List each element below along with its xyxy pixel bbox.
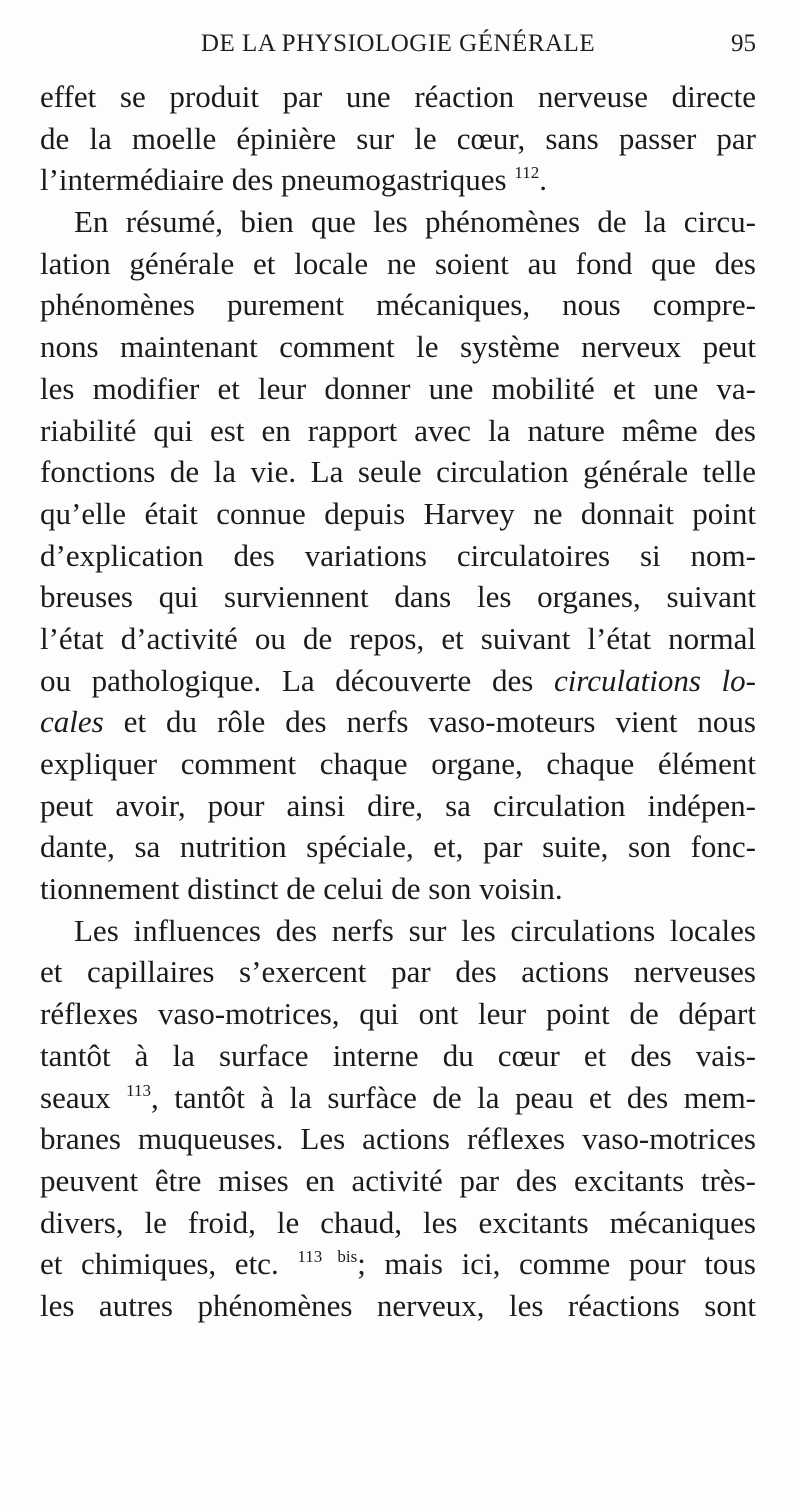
- text-line: fonctions de la vie. La seule circulation générale telle: [40, 454, 756, 490]
- text-line: [40, 1243, 756, 1285]
- text-line: nons maintenant comment le système nerveux peut: [40, 329, 756, 365]
- text-line: [40, 1077, 756, 1119]
- text-line: d’explication des variations circulatoires si nom-: [40, 537, 756, 573]
- italic-term: cales: [40, 704, 104, 740]
- text-fragment: l’intermédiaire des pneumogastriques: [40, 162, 507, 198]
- text-line: breuses qui surviennent dans les organes, suivant: [40, 579, 756, 615]
- page-number: 95: [731, 30, 756, 57]
- text-line: [40, 660, 756, 702]
- text-line: effet se produit par une réaction nerveuse directe: [40, 79, 756, 114]
- text-line: Les influences des nerfs sur les circulations locales: [74, 912, 756, 948]
- text-line: les modifier et leur donner une mobilité et une va-: [40, 370, 756, 406]
- text-line: tionnement distinct de celui de son voisin.: [40, 871, 563, 907]
- paragraph-2: [40, 201, 756, 910]
- text-fragment: ou pathologique. La découverte des: [40, 662, 554, 698]
- paragraph-3: [40, 910, 756, 1327]
- text-fragment: et du rôle des nerfs vaso-moteurs vient nous: [103, 704, 756, 740]
- text-line: branes muqueuses. Les actions réflexes vaso-motrices: [40, 1121, 756, 1157]
- text-line: peuvent être mises en activité par des excitants très-: [40, 1162, 756, 1198]
- text-line: dante, sa nutrition spéciale, et, par suite, son fonc-: [40, 829, 756, 865]
- text-fragment: seaux: [40, 1079, 111, 1115]
- footnote-ref: 113: [126, 1080, 151, 1100]
- text-line: qu’elle était connue depuis Harvey ne donnait point: [40, 495, 756, 531]
- footnote-ref: 112: [514, 163, 540, 183]
- text-line: [40, 159, 756, 201]
- text-line: lation générale et locale ne soient au fond que des: [40, 245, 756, 281]
- text-line: divers, le froid, le chaud, les excitants mécaniques: [40, 1204, 756, 1240]
- body-text: [40, 76, 756, 1327]
- text-line: l’état d’activité ou de repos, et suivant l’état normal: [40, 620, 756, 656]
- footnote-ref: 113 bis: [297, 1247, 358, 1267]
- page-header: [40, 30, 756, 66]
- text-line: les autres phénomènes nerveux, les réactions sont: [40, 1287, 756, 1323]
- text-line: riabilité qui est en rapport avec la nature même des: [40, 412, 756, 448]
- text-fragment: et chimiques, etc.: [40, 1246, 279, 1282]
- text-fragment: , tantôt à la surfàce de la peau et des mem-: [150, 1079, 757, 1115]
- text-fragment: .: [539, 162, 547, 198]
- text-line: réflexes vaso-motrices, qui ont leur point de départ: [40, 996, 756, 1032]
- text-line: En résumé, bien que les phénomènes de la circu-: [74, 204, 756, 240]
- running-title: DE LA PHYSIOLOGIE GÉNÉRALE: [200, 30, 596, 57]
- text-fragment: ; mais ici, comme pour tous: [357, 1246, 756, 1282]
- italic-term: circulations lo-: [553, 662, 756, 698]
- text-line: de la moelle épinière sur le cœur, sans passer par: [40, 120, 756, 156]
- text-line: phénomènes purement mécaniques, nous compre-: [40, 287, 756, 323]
- text-line: et capillaires s’exercent par des actions nerveuses: [40, 954, 756, 990]
- text-line: [40, 701, 756, 743]
- paragraph-1: [40, 76, 756, 201]
- text-line: expliquer comment chaque organe, chaque élément: [40, 746, 756, 781]
- text-line: tantôt à la surface interne du cœur et des vais-: [40, 1037, 756, 1073]
- text-line: peut avoir, pour ainsi dire, sa circulation indépen-: [40, 787, 756, 823]
